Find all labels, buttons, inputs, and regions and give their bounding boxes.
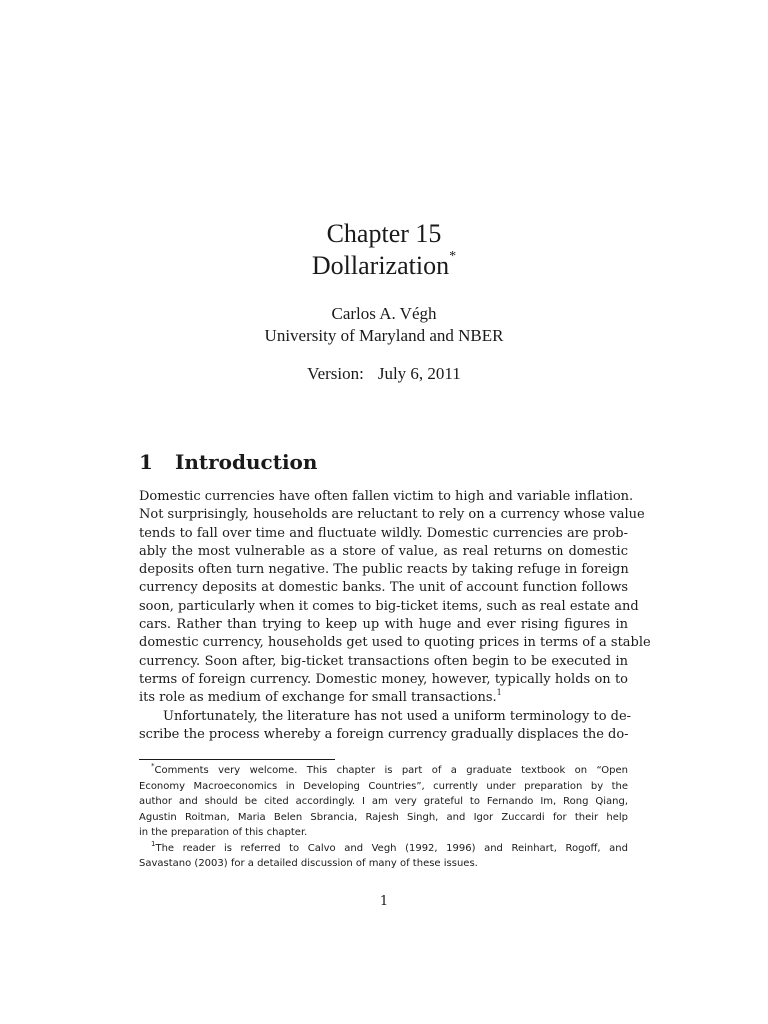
text-line: currency. Soon after, big-ticket transactions often begin to be executed in (139, 653, 628, 669)
footnote-ref-1[interactable]: 1 (496, 688, 502, 698)
chapter-title (0, 218, 768, 282)
text-line: scribe the process whereby a foreign currency gradually displaces the do- (139, 726, 629, 742)
author-affiliation: University of Maryland and NBER (264, 326, 504, 345)
author-block (0, 303, 768, 347)
footnote-text: The reader is referred to Calvo and Vegh (1992, 1996) and Reinhart, Rogoff, and (155, 842, 628, 854)
footnote-1-mark: 1 (151, 839, 156, 848)
author-name: Carlos A. Végh (331, 304, 437, 323)
footnote-line: in the preparation of this chapter. (139, 827, 308, 838)
text-line: currency deposits at domestic banks. The unit of account function follows (139, 580, 628, 596)
footnote-text: Comments very welcome. This chapter is part of a graduate textbook on “Open (154, 765, 628, 776)
chapter-name: Dollarization (311, 251, 450, 280)
footnote-line (139, 841, 628, 857)
section-heading (139, 448, 317, 476)
version-date: July 6, 2011 (377, 364, 461, 383)
page-number: 1 (379, 894, 389, 909)
footnote-line: Savastano (2003) for a detailed discussion of many of these issues. (139, 858, 478, 869)
footnote-divider (139, 759, 335, 760)
footnote-line: Agustin Roitman, Maria Belen Sbrancia, Rajesh Singh, and Igor Zuccardi for their help (139, 811, 628, 823)
title-footnote-mark[interactable]: * (449, 249, 457, 264)
text-line: cars. Rather than trying to keep up with huge and ever rising figures in (139, 617, 628, 633)
footnote-star-mark: * (151, 762, 155, 770)
version-line (0, 363, 768, 385)
text-line-content: its role as medium of exchange for small transactions. (139, 690, 497, 706)
text-line: terms of foreign currency. Domestic money, however, typically holds on to (139, 671, 628, 687)
text-line: Unfortunately, the literature has not used a uniform terminology to de- (163, 708, 632, 724)
text-line: soon, particularly when it comes to big-ticket items, such as real estate and (139, 598, 639, 614)
footnote-line (139, 763, 628, 779)
text-line: ably the most vulnerable as a store of value, as real returns on domestic (139, 543, 628, 559)
chapter-number: Chapter 15 (326, 219, 442, 248)
body-text (139, 488, 651, 744)
text-line: Domestic currencies have often fallen victim to high and variable inflation. (139, 489, 634, 504)
text-line-last (139, 689, 628, 707)
version-label: Version: (307, 364, 364, 383)
text-line: Not surprisingly, households are reluctant to rely on a currency whose value (139, 507, 645, 523)
text-line: tends to fall over time and fluctuate wildly. Domestic currencies are prob- (139, 525, 628, 541)
footnotes (139, 763, 628, 872)
section-title: Introduction (175, 450, 318, 474)
chapter-name-line (0, 250, 768, 282)
footnote-line: Economy Macroeconomics in Developing Countries”, currently under preparation by the (139, 780, 628, 792)
text-line: domestic currency, households get used to quoting prices in terms of a stable (139, 635, 651, 651)
section-number: 1 (139, 450, 153, 474)
text-line: deposits often turn negative. The public reacts by taking refuge in foreign (139, 562, 629, 578)
footnote-line: author and should be cited accordingly. I am very grateful to Fernando Im, Rong Qiang, (139, 796, 628, 807)
